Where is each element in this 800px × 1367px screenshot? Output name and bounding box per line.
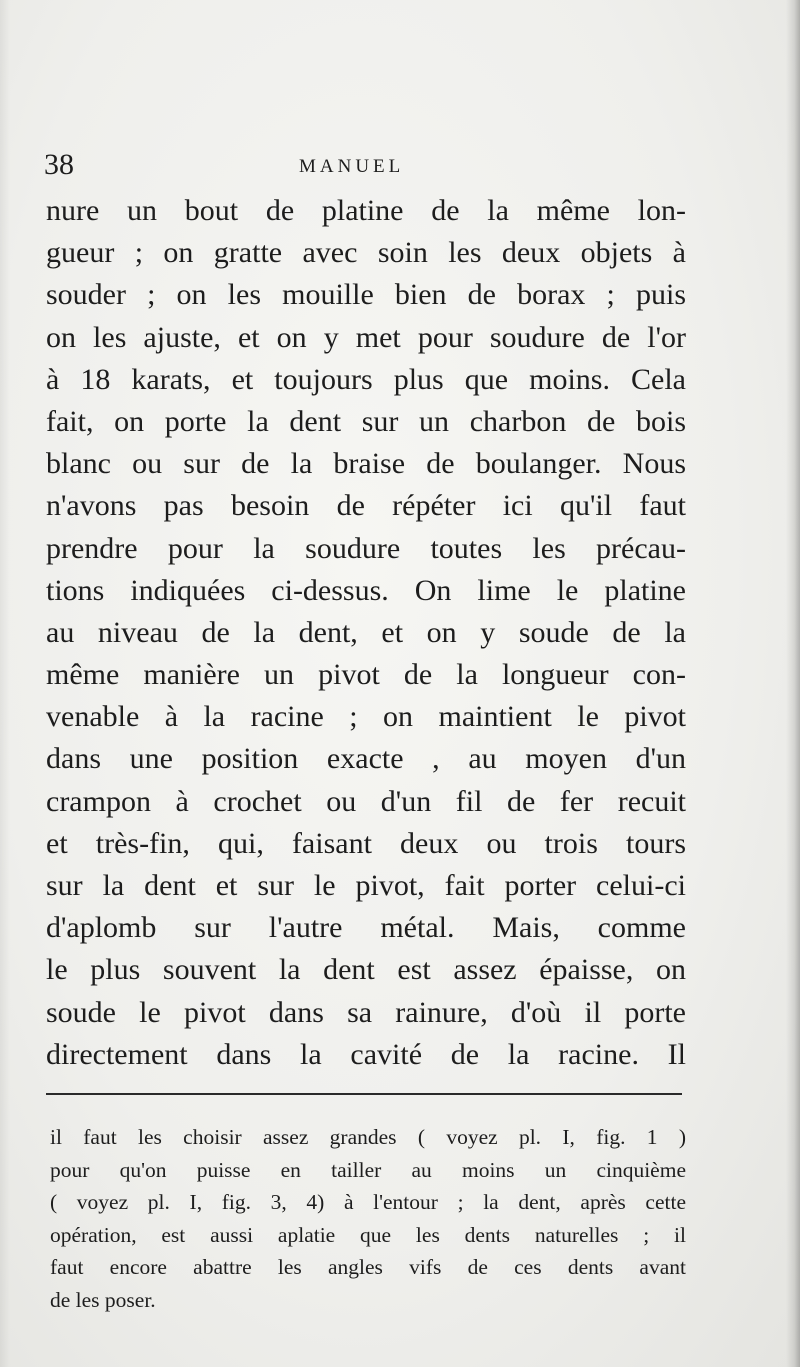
- page-left-shadow: [0, 0, 10, 1367]
- footnote-line: il faut les choisir assez grandes ( voyez pl. I, fig. 1 ): [50, 1125, 686, 1149]
- running-head-title: MANUEL: [299, 156, 405, 177]
- text-line: prendre pour la soudure toutes les précau-: [46, 531, 686, 565]
- running-head: [44, 148, 684, 188]
- text-line: tions indiquées ci-dessus. On lime le platine: [46, 573, 686, 607]
- footnote-line: opération, est aussi aplatie que les dents naturelles ; il: [50, 1222, 686, 1247]
- text-line: nure un bout de platine de la même lon-: [46, 194, 686, 227]
- main-text: [46, 190, 686, 1076]
- text-line: à 18 karats, et toujours plus que moins. Cela: [46, 362, 686, 396]
- text-line: fait, on porte la dent sur un charbon de bois: [46, 404, 686, 438]
- footnote-line: pour qu'on puisse en tailler au moins un cinquième: [50, 1157, 686, 1182]
- footnote-line: ( voyez pl. I, fig. 3, 4) à l'entour ; la dent, après cette: [50, 1190, 686, 1214]
- text-line: venable à la racine ; on maintient le pivot: [46, 700, 686, 734]
- text-line: blanc ou sur de la braise de boulanger. Nous: [46, 447, 686, 481]
- text-line: sur la dent et sur le pivot, fait porter celui-ci: [46, 869, 686, 902]
- text-line: d'aplomb sur l'autre métal. Mais, comme: [46, 911, 686, 945]
- text-line: et très-fin, qui, faisant deux ou trois tours: [46, 826, 686, 860]
- text-line: gueur ; on gratte avec soin les deux objets à: [46, 236, 686, 270]
- text-line: crampon à crochet ou d'un fil de fer recuit: [46, 784, 686, 818]
- text-line: dans une position exacte , au moyen d'un: [46, 742, 686, 776]
- text-line: on les ajuste, et on y met pour soudure de l'or: [46, 320, 686, 354]
- page-number: 38: [44, 148, 74, 181]
- text-line: directement dans la cavité de la racine. Il: [46, 1037, 686, 1071]
- text-line: même manière un pivot de la longueur con-: [46, 658, 686, 692]
- text-line: n'avons pas besoin de répéter ici qu'il faut: [46, 489, 686, 523]
- footnote-line: faut encore abattre les angles vifs de ces dents avant: [50, 1255, 686, 1279]
- footnote-rule: [46, 1093, 682, 1095]
- text-line: soude le pivot dans sa rainure, d'où il porte: [46, 995, 686, 1029]
- footnote: [50, 1121, 686, 1316]
- text-line: le plus souvent la dent est assez épaisse, on: [46, 953, 686, 987]
- text-line: au niveau de la dent, et on y soude de la: [46, 615, 686, 649]
- page-right-shadow: [786, 0, 800, 1367]
- text-line: souder ; on les mouille bien de borax ; puis: [46, 278, 686, 312]
- footnote-line: de les poser.: [50, 1287, 156, 1312]
